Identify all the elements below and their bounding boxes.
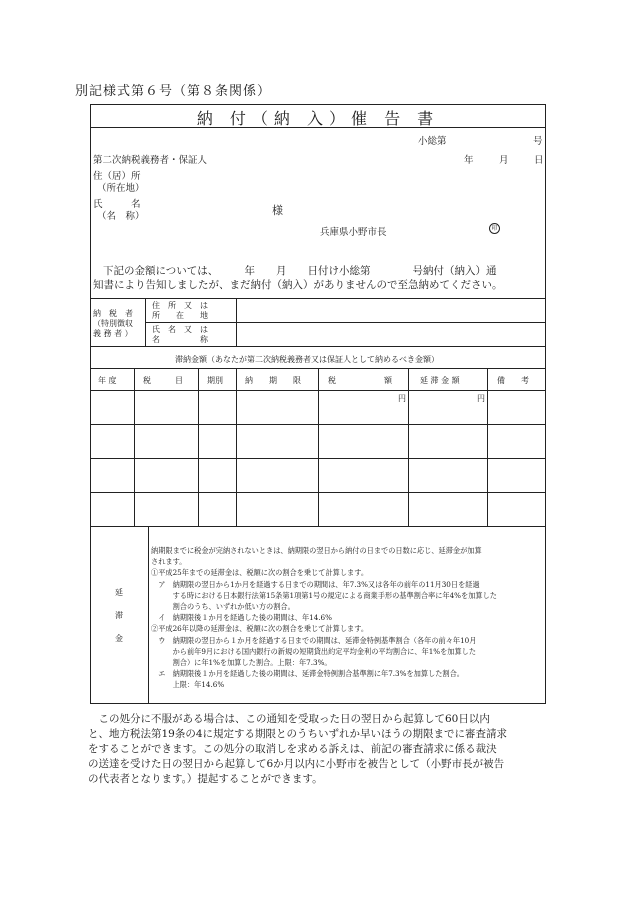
late-fee-text: 納期限までに税金が完納されないときは、納期限の翌日から納付の日までの日数に応じ、延滞金が加算 されます。 ①平成25年までの延滞金は、税額に次の割合を乗じて計算します。 ア 納期限の翌日から1か月を経過する日までの期間は、年7.3%又は各年の前年の11月30日を経過 する時における日本銀行法第15条第1項第1号の規定による商業手形の基準割合率に年4%を加算した 割合のうち、いずれか低い方の割合。 イ 納期限後１か月を経過した後の期間は、年14.6% ②平成26年以降の延滞金は、税額に次の割合を乗じて計算します。 ウ 納期限の翌日から１か月を経過する日までの期間は、延滞金特例基準割合（各年の前々年10月 から前年9月における国内銀行の新規の短期貸出約定平均金利の平均割合に、年1%を加算した 割合）に年1%を加算した割合。上限：年7.3%。 エ 納期限後１か月を経過した後の期間は、延滞金特例割合基準割に年7.3%を加算した割合。 上限：年14.6%: [151, 546, 497, 690]
form-label: 別記様式第６号（第８条関係）: [75, 84, 272, 99]
unit-yen-penalty: 円: [477, 394, 485, 403]
late-fee-char-2: 滞: [115, 611, 123, 620]
name-label-sub: （名 称）: [97, 211, 145, 222]
col-fiscal-year: 年 度: [98, 376, 117, 385]
date-day: 日: [534, 155, 544, 166]
honorific: 様: [272, 204, 283, 217]
appeal-notice: この処分に不服がある場合は、この通知を受取った日の翌日から起算して60日以内 と、地方税法第19条の4に規定する期限とのうちいずれか早いほうの期限までに審査請求 をすることができます。この処分の取消しを求める訴えは、前記の審査請求に係る裁決 の送達を受けた日の翌日から起算して6か月以内に小野市を被告として（小野市長が被告 の代表者となります。）提起することができます。: [88, 713, 508, 785]
col-period: 期別: [207, 376, 223, 385]
taxpayer-side-label-3: 義 務 者 ）: [93, 329, 133, 338]
late-fee-char-1: 延: [115, 588, 123, 597]
col-penalty-amount: 延 滞 金 額: [420, 376, 460, 385]
unit-yen-tax: 円: [398, 394, 406, 403]
col-tax-amount: 税 額: [328, 376, 392, 385]
taxpayer-side-label-2: （特別徴収: [93, 319, 133, 328]
taxpayer-name-label-2: 名 称: [152, 335, 208, 344]
col-due-date: 納 期 限: [245, 376, 301, 385]
address-label-sub: （所在地）: [97, 183, 145, 194]
date-year: 年: [464, 155, 474, 166]
official-seal-icon: 印: [489, 223, 500, 234]
late-fee-char-3: 金: [115, 634, 123, 643]
delinquent-caption: 滞納金額（あなたが第二次納税義務者又は保証人として納めるべき金額）: [175, 355, 439, 364]
notice-line-2: 知書により告知しましたが、まだ納付（納入）がありませんので至急納めてください。: [93, 279, 503, 291]
issuer-name: 兵庫県小野市長: [320, 227, 387, 238]
taxpayer-side-label: 納 税 者: [93, 309, 133, 318]
notice-line-1: 下記の金額については、 年 月 日付け小総第 号納付（納入）通: [103, 265, 497, 277]
taxpayer-address-label: 住 所 又 は: [152, 301, 208, 310]
number-suffix: 号: [533, 136, 543, 147]
taxpayer-address-label-2: 所 在 地: [152, 311, 208, 320]
col-tax-item: 税 目: [143, 376, 183, 385]
address-label: 住（居）所: [93, 171, 141, 182]
taxpayer-name-label: 氏 名 又 は: [152, 325, 208, 334]
col-remarks: 備 考: [497, 376, 529, 385]
recipient-type: 第二次納税義務者・保証人: [93, 155, 208, 166]
date-month: 月: [499, 155, 509, 166]
number-prefix: 小総第: [418, 136, 447, 147]
name-label: 氏 名: [93, 199, 141, 210]
form-title: 納 付（納 入）催 告 書: [196, 109, 440, 128]
